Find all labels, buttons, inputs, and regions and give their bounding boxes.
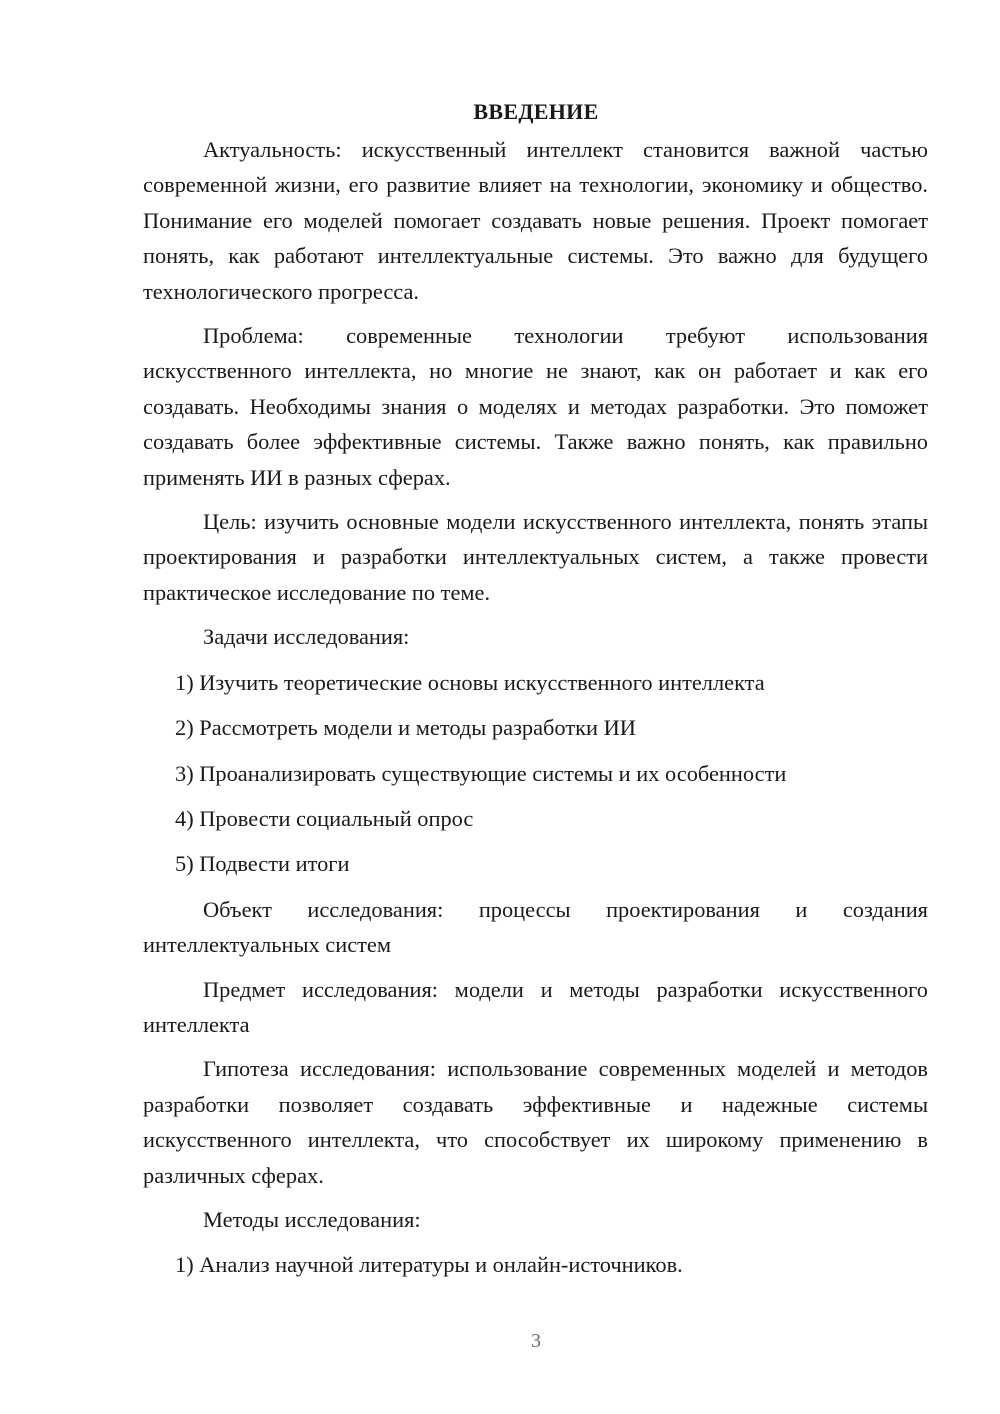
methods-heading: Методы исследования: xyxy=(203,1206,421,1232)
task-item: 1) Изучить теоретические основы искусственного интеллекта xyxy=(175,669,765,695)
hypothesis-paragraph: Гипотеза исследования: использование современных моделей и методов разработки позволяет создавать эффективные и надежные системы искусственного интеллекта, что способствует их широкому применению в различных сферах. xyxy=(143,1056,928,1188)
task-item: 5) Подвести итоги xyxy=(175,851,350,877)
tasks-heading: Задачи исследования: xyxy=(203,624,410,650)
problem-paragraph: Проблема: современные технологии требуют использования искусственного интеллекта, но многие не знают, как он работает и как его создавать. Необходимы знания о моделях и методах разработки. Это поможет создавать более эффективные системы. Также важно понять, как правильно применять ИИ в разных сферах. xyxy=(143,323,928,490)
relevance-paragraph: Актуальность: искусственный интеллект становится важной частью современной жизни, его развитие влияет на технологии, экономику и общество. Понимание его моделей помогает создавать новые решения. Проект помогает понять, как работают интеллектуальные системы. Это важно для будущего технологического прогресса. xyxy=(143,137,928,304)
task-item: 4) Провести социальный опрос xyxy=(175,805,474,831)
task-item: 2) Рассмотреть модели и методы разработки ИИ xyxy=(175,715,636,741)
subject-paragraph: Предмет исследования: модели и методы разработки искусственного интеллекта xyxy=(143,976,928,1037)
object-paragraph: Объект исследования: процессы проектирования и создания интеллектуальных систем xyxy=(143,896,928,958)
page-number: 3 xyxy=(531,1330,541,1352)
goal-paragraph: Цель: изучить основные модели искусственного интеллекта, понять этапы проектирования и разработки интеллектуальных систем, а также провести практическое исследование по теме. xyxy=(143,509,928,605)
page-content xyxy=(143,97,928,1293)
method-item: 1) Анализ научной литературы и онлайн-источников. xyxy=(175,1252,683,1278)
task-item: 3) Проанализировать существующие системы и их особенности xyxy=(175,760,787,786)
page-title: ВВЕДЕНИЕ xyxy=(473,99,599,124)
